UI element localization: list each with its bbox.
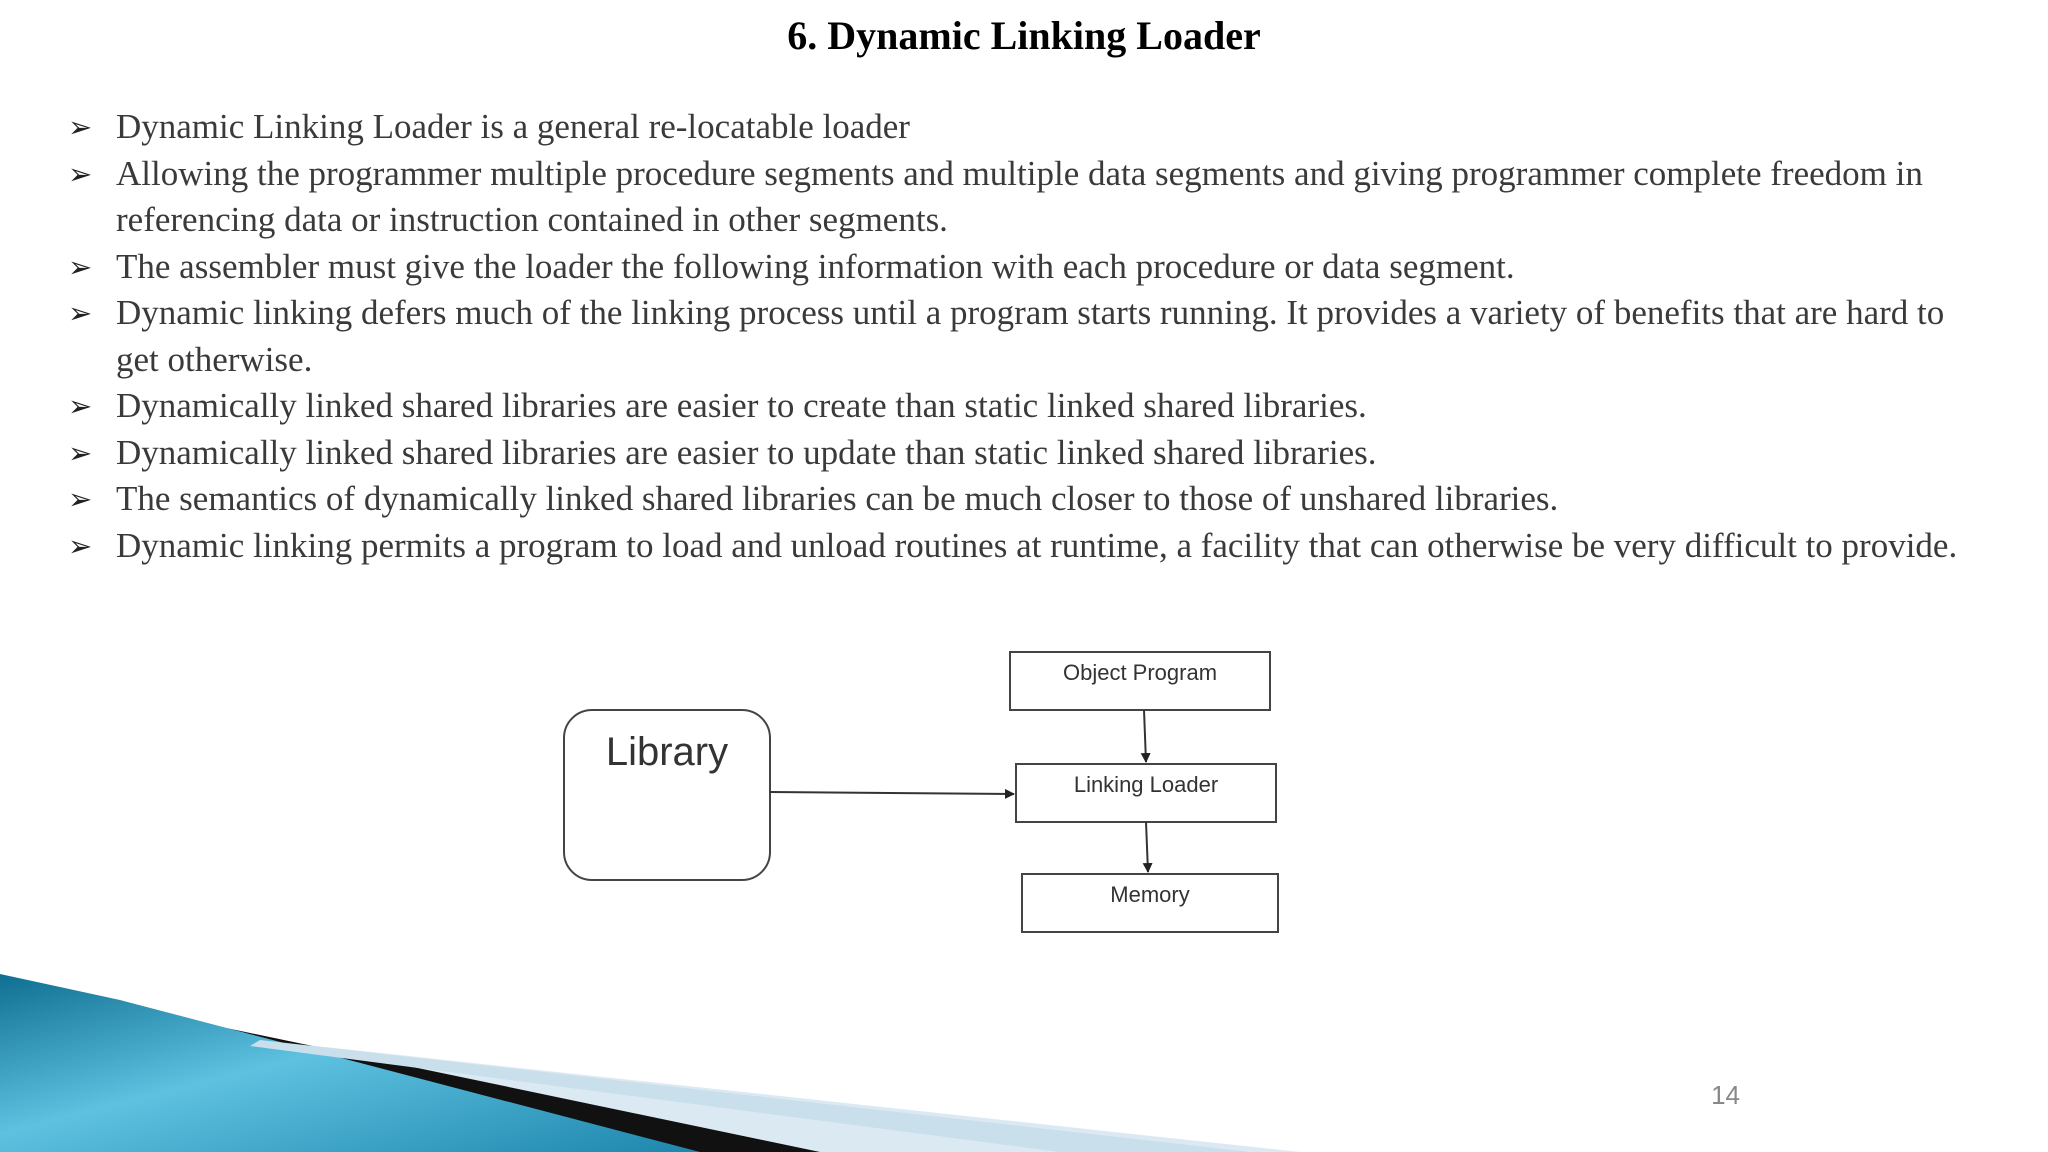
linking-loader-diagram <box>540 640 1300 960</box>
bullet-item <box>68 244 1988 291</box>
bullet-item <box>68 523 1988 570</box>
arrowhead-bullet-icon: ➢ <box>68 482 93 516</box>
bullet-text: Allowing the programmer multiple procedure segments and multiple data segments and giving programmer complete freedom in referencing data or instruction contained in other segments. <box>116 153 1923 239</box>
bullet-item <box>68 430 1988 477</box>
arrowhead-bullet-icon: ➢ <box>68 435 93 470</box>
arrow-loader-to-memory <box>1146 822 1148 872</box>
object-program-label: Object Program <box>1062 660 1218 685</box>
library-label: Library <box>605 730 729 774</box>
bullet-text: Dynamic linking defers much of the linking process until a program starts running. It provides a variety of benefits that are hard to get otherwise. <box>116 293 1945 379</box>
arrowhead-bullet-icon: ➢ <box>68 296 93 330</box>
arrow-library-to-loader <box>770 792 1014 794</box>
arrowhead-bullet-icon: ➢ <box>68 389 93 423</box>
bullet-text: The semantics of dynamically linked shared libraries can be much closer to those of unshared libraries. <box>116 479 1559 518</box>
bullet-text: The assembler must give the loader the following information with each procedure or data segment. <box>116 246 1515 286</box>
page-number: 14 <box>1711 1080 1740 1110</box>
bullet-item <box>68 290 1988 383</box>
decorative-corner-swoosh <box>0 960 2048 1152</box>
arrowhead-bullet-icon: ➢ <box>68 528 93 563</box>
bullet-item <box>68 104 1988 151</box>
arrow-object-to-loader <box>1144 710 1146 762</box>
bullet-list <box>68 104 1988 569</box>
linking-loader-label: Linking Loader <box>1073 772 1219 797</box>
bullet-item <box>68 476 1988 523</box>
bullet-item <box>68 383 1988 430</box>
bullet-text: Dynamically linked shared libraries are easier to create than static linked shared libraries. <box>116 386 1367 425</box>
arrowhead-bullet-icon: ➢ <box>68 156 93 191</box>
bullet-item <box>68 151 1988 244</box>
arrowhead-bullet-icon: ➢ <box>68 110 93 144</box>
memory-label: Memory <box>1110 882 1190 907</box>
slide-title: 6. Dynamic Linking Loader <box>787 13 1261 58</box>
arrowhead-bullet-icon: ➢ <box>68 249 93 284</box>
bullet-text: Dynamic Linking Loader is a general re-locatable loader <box>116 107 910 146</box>
bullet-text: Dynamically linked shared libraries are easier to update than static linked shared libraries. <box>116 432 1377 472</box>
bullet-text: Dynamic linking permits a program to load and unload routines at runtime, a facility that can otherwise be very difficult to provide. <box>116 525 1958 565</box>
